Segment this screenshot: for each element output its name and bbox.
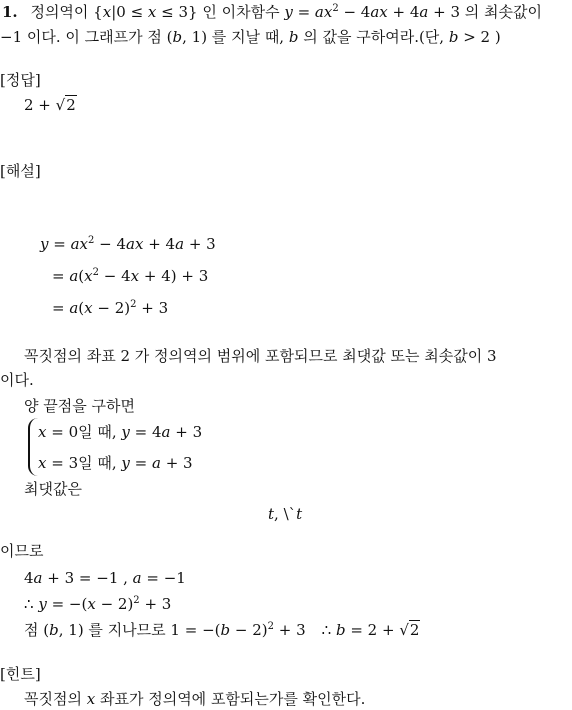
math-var: t xyxy=(296,505,303,523)
problem-text: + 4 xyxy=(387,3,420,21)
math-var: y xyxy=(121,423,130,441)
answer-value xyxy=(24,95,77,115)
problem-text: |0 ≤ xyxy=(111,3,148,21)
radicand: 2 xyxy=(409,621,420,639)
math-var: x xyxy=(38,454,47,472)
math-var: y xyxy=(38,595,47,613)
math-text: = xyxy=(52,299,70,317)
math-text: 4 xyxy=(24,569,34,587)
problem-text: + 3 의 최솟값이 xyxy=(428,3,543,21)
case-1 xyxy=(38,422,202,442)
solution-paragraph-3: 최댓값은 xyxy=(24,480,82,498)
math-text: , 1) 를 지나므로 1 = −( xyxy=(58,621,221,639)
math-text: + 4 xyxy=(143,235,176,253)
math-text: − 4 xyxy=(99,267,131,285)
math-var: a xyxy=(69,299,79,317)
problem-text: , 1) 를 지날 때, xyxy=(182,28,289,46)
math-text: 점 ( xyxy=(24,621,50,639)
math-var: a xyxy=(161,423,171,441)
math-text: ( xyxy=(78,267,85,285)
math-text: = 2 + xyxy=(345,621,400,639)
math-var: x xyxy=(86,690,96,708)
solution-label: [해설] xyxy=(0,162,41,180)
math-var: y xyxy=(121,454,130,472)
hint-text xyxy=(24,689,365,709)
math-var: b xyxy=(448,28,459,46)
solution-paragraph-4: 이므로 xyxy=(0,542,44,560)
math-text: + 3 xyxy=(139,595,172,613)
sqrt-symbol: √2 xyxy=(55,96,76,114)
math-text: ( xyxy=(78,299,85,317)
equation-1 xyxy=(40,234,216,254)
math-var: b xyxy=(335,621,346,639)
problem-text: 정의역이 { xyxy=(30,3,103,21)
math-text: + 3 xyxy=(273,621,306,639)
math-var: ax xyxy=(70,235,88,253)
math-text: + 3 xyxy=(160,454,193,472)
math-text: ∴ xyxy=(321,621,336,639)
math-var: x xyxy=(38,423,47,441)
equation-4 xyxy=(24,568,186,588)
math-var: y xyxy=(284,3,293,21)
math-text: + 3 xyxy=(170,423,203,441)
math-var: x xyxy=(84,299,93,317)
math-var: b xyxy=(49,621,59,639)
math-var: a xyxy=(175,235,185,253)
math-text: − 2) xyxy=(95,595,134,613)
problem-text: − 4 xyxy=(338,3,371,21)
exponent: 2 xyxy=(92,267,99,278)
math-var: ax xyxy=(126,235,144,253)
problem-line-2 xyxy=(0,27,501,47)
exponent: 2 xyxy=(133,595,140,606)
solution-paragraph-1: 꼭짓점의 좌표 2 가 정의역의 범위에 포함되므로 최댓값 또는 최솟값이 3 xyxy=(24,347,497,365)
math-var: t xyxy=(268,505,275,523)
math-var: a xyxy=(152,454,161,472)
radicand: 2 xyxy=(66,96,76,114)
hint-text-part: 좌표가 정의역에 포함되는가를 확인한다. xyxy=(95,690,366,708)
math-var: a xyxy=(419,3,429,21)
math-var: x xyxy=(130,267,140,285)
math-var: y xyxy=(40,235,49,253)
math-text: = 0일 때, xyxy=(46,423,122,441)
equation-2 xyxy=(52,266,208,286)
math-var: b xyxy=(172,28,183,46)
equation-5 xyxy=(24,594,171,614)
math-text: , \` xyxy=(274,505,297,523)
math-var: a xyxy=(132,569,142,587)
problem-text: 의 값을 구하여라.(단, xyxy=(298,28,449,46)
exponent: 2 xyxy=(267,621,274,632)
math-var: a xyxy=(33,569,43,587)
math-text: = xyxy=(52,267,70,285)
math-var: x xyxy=(147,3,157,21)
math-text: + 4) + 3 xyxy=(139,267,209,285)
equation-3 xyxy=(52,298,168,318)
problem-number: 1. xyxy=(2,3,18,21)
math-text: = −1 xyxy=(141,569,186,587)
sqrt-symbol: √2 xyxy=(399,621,420,639)
solution-paragraph-1b: 이다. xyxy=(0,371,34,389)
math-text: − 4 xyxy=(94,235,127,253)
math-var: ax xyxy=(314,3,333,21)
math-text: + 3 xyxy=(136,299,169,317)
solution-paragraph-2: 양 끝점을 구하면 xyxy=(24,397,135,415)
problem-text: ≤ 3} 인 이차함수 xyxy=(156,3,285,21)
stray-math-text xyxy=(268,504,302,524)
left-brace xyxy=(28,418,38,476)
math-text: = −( xyxy=(46,595,88,613)
exponent: 2 xyxy=(130,299,137,310)
case-2 xyxy=(38,453,193,473)
problem-text: > 2 ) xyxy=(458,28,501,46)
math-var: x xyxy=(102,3,112,21)
hint-label: [힌트] xyxy=(0,665,41,683)
exponent: 2 xyxy=(88,235,95,246)
math-text: = 3일 때, xyxy=(46,454,122,472)
math-var: x xyxy=(87,595,96,613)
math-text: + 3 = −1 , xyxy=(42,569,133,587)
equation-6 xyxy=(24,620,420,640)
answer-text: 2 + xyxy=(24,96,56,114)
math-var: ax xyxy=(370,3,388,21)
math-var: x xyxy=(84,267,93,285)
problem-text: = xyxy=(292,3,315,21)
exponent: 2 xyxy=(332,3,339,14)
answer-label: [정답] xyxy=(0,71,41,89)
math-text: − 2) xyxy=(230,621,268,639)
math-text: = 4 xyxy=(129,423,162,441)
math-var: b xyxy=(220,621,231,639)
math-text: + 3 xyxy=(184,235,216,253)
math-var: a xyxy=(69,267,79,285)
math-text: ∴ xyxy=(24,595,39,613)
math-text: = xyxy=(48,235,71,253)
math-text: − 2) xyxy=(92,299,131,317)
math-var: b xyxy=(288,28,299,46)
problem-text: −1 이다. 이 그래프가 점 ( xyxy=(0,28,173,46)
math-text: = xyxy=(129,454,152,472)
problem-line-1 xyxy=(2,2,542,22)
hint-text-part: 꼭짓점의 xyxy=(24,690,87,708)
